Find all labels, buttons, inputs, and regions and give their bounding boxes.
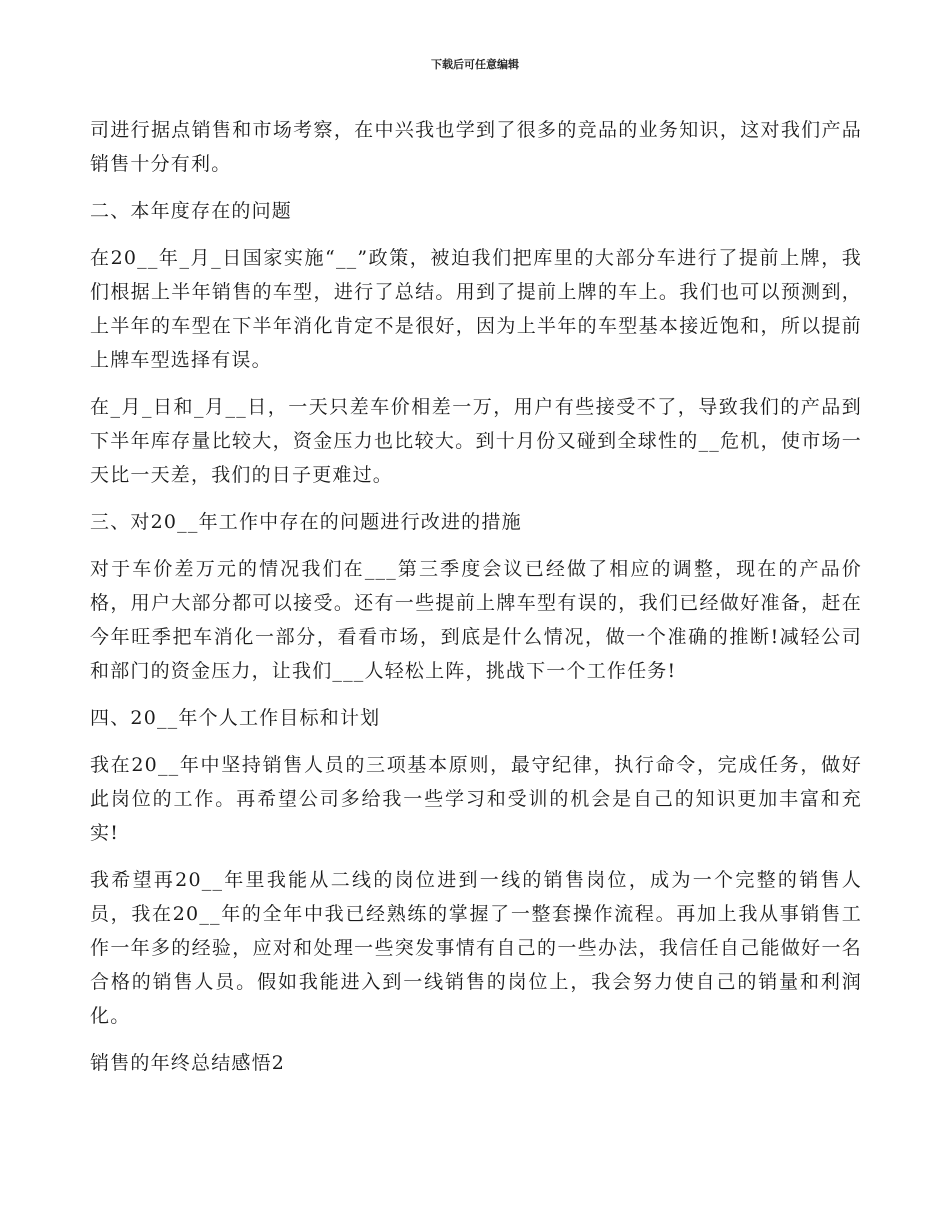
document-body bbox=[90, 113, 862, 1093]
section-heading-goals: 四、20__年个人工作目标和计划 bbox=[90, 707, 381, 729]
paragraph-policy: 在20__年_月_日国家实施“__”政策，被迫我们把库里的大部分车进行了提前上牌，我们根据上半年销售的车型，进行了总结。用到了提前上牌的车上。我们也可以预测到，上半年的车型在下半年消化肯定不是很好，因为上半年的车型基本接近饱和，所以提前上牌车型选择有误。 bbox=[90, 247, 862, 371]
paragraph-plan: 我希望再20__年里我能从二线的岗位进到一线的销售岗位，成为一个完整的销售人员，我在20__年的全年中我已经熟练的掌握了一整套操作流程。再加上我从事销售工作一年多的经验，应对和处理一些突发事情有自己的一些办法，我信任自己能做好一名合格的销售人员。假如我能进入到一线销售的岗位上，我会努力使自己的销量和利润化。 bbox=[90, 869, 862, 1027]
page-header-note: 下载后可任意编辑 bbox=[431, 58, 519, 71]
section-title-next: 销售的年终总结感悟2 bbox=[90, 1052, 286, 1074]
section-heading-problems: 二、本年度存在的问题 bbox=[90, 200, 293, 222]
paragraph-price-gap: 在_月_日和_月__日，一天只差车价相差一万，用户有些接受不了，导致我们的产品到下半年库存量比较大，资金压力也比较大。到十月份又碰到全球性的__危机，使市场一天比一天差，我们的日子更难过。 bbox=[90, 396, 862, 486]
paragraph-measures: 对于车价差万元的情况我们在___第三季度会议已经做了相应的调整，现在的产品价格，用户大部分都可以接受。还有一些提前上牌车型有误的，我们已经做好准备，赶在今年旺季把车消化一部分，看看市场，到底是什么情况，做一个准确的推断!减轻公司和部门的资金压力，让我们___人轻松上阵，挑战下一个工作任务! bbox=[90, 558, 862, 682]
paragraph-continuation: 司进行据点销售和市场考察，在中兴我也学到了很多的竞品的业务知识，这对我们产品销售十分有利。 bbox=[90, 119, 862, 175]
section-heading-improvements: 三、对20__年工作中存在的问题进行改进的措施 bbox=[90, 511, 522, 533]
paragraph-principles: 我在20__年中坚持销售人员的三项基本原则，最守纪律，执行命令，完成任务，做好此岗位的工作。再希望公司多给我一些学习和受训的机会是自己的知识更加丰富和充实! bbox=[90, 754, 862, 844]
